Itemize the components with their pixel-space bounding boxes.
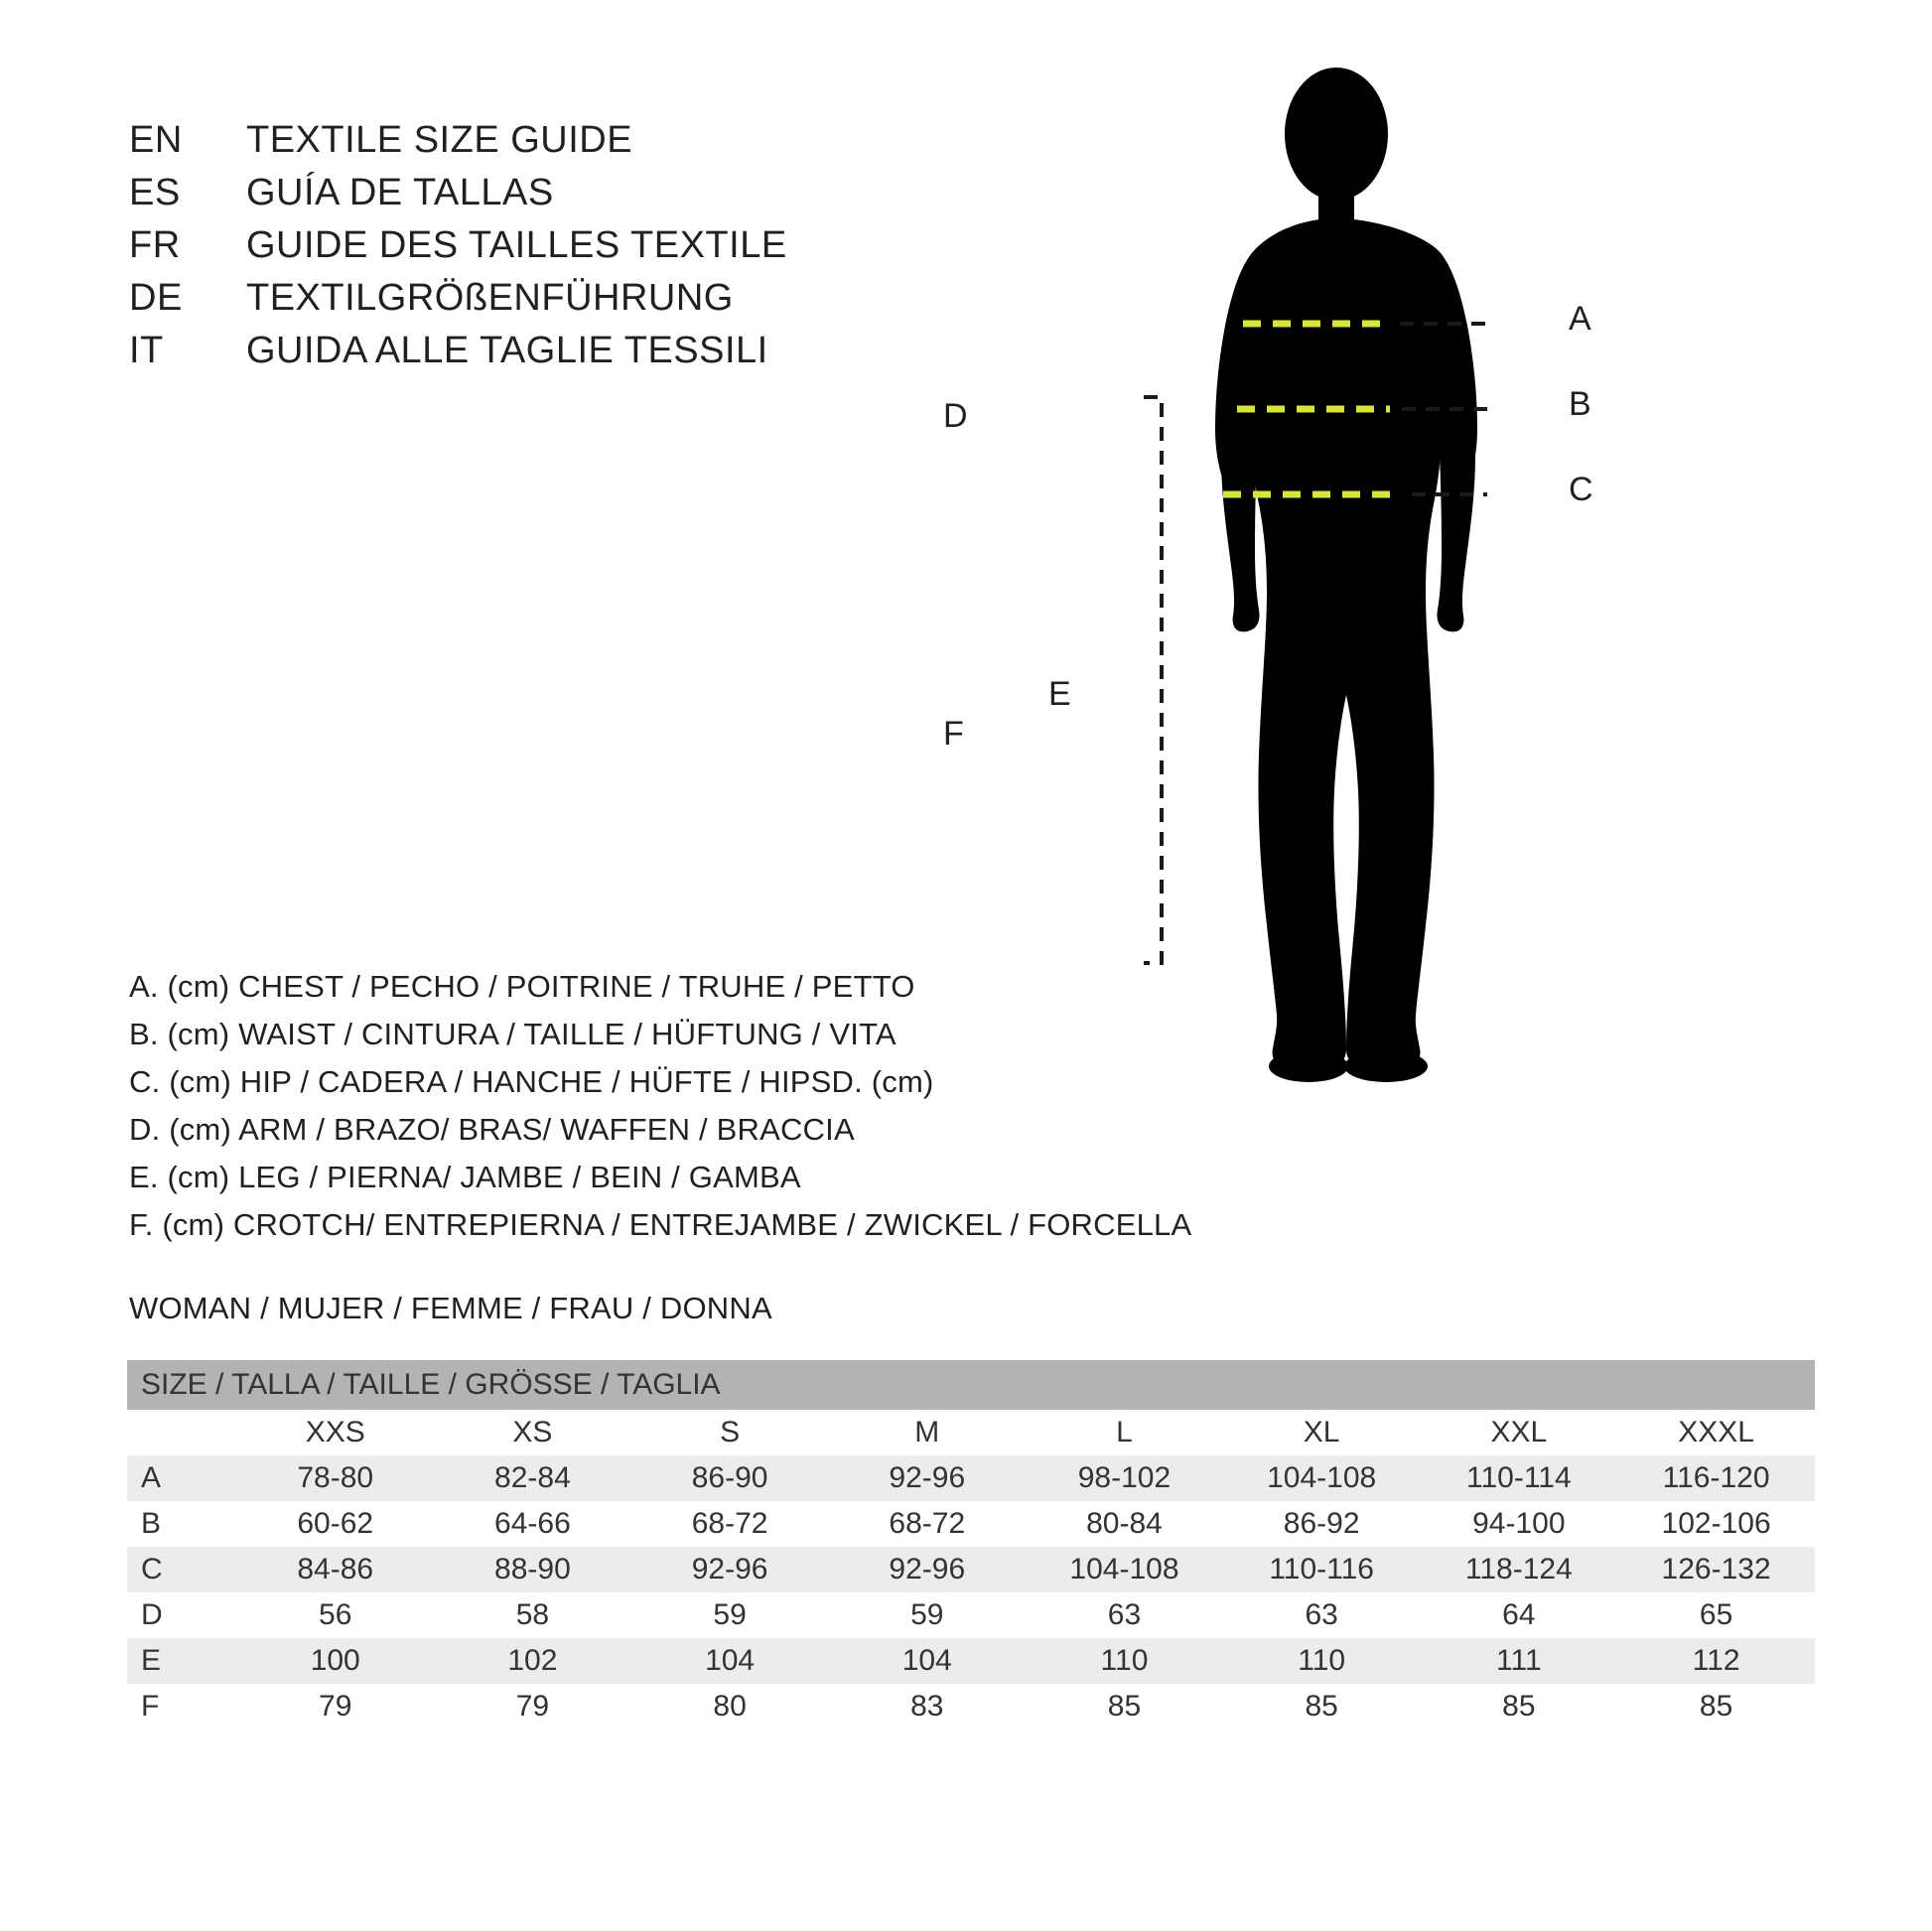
cell-a-xxl: 110-114 <box>1421 1455 1618 1501</box>
cell-b-xl: 86-92 <box>1223 1501 1421 1547</box>
cell-a-l: 98-102 <box>1026 1455 1223 1501</box>
table-row <box>127 1501 1815 1547</box>
cell-f-xxl: 85 <box>1421 1684 1618 1729</box>
cell-d-xxl: 64 <box>1421 1592 1618 1638</box>
cell-f-xxxl: 85 <box>1617 1684 1815 1729</box>
cell-d-xxs: 56 <box>236 1592 434 1638</box>
size-table <box>127 1360 1815 1729</box>
title-lang-de: DE <box>129 277 183 319</box>
cell-e-m: 104 <box>828 1638 1026 1684</box>
table-band-label: SIZE / TALLA / TAILLE / GRÖSSE / TAGLIA <box>127 1360 1815 1410</box>
row-key-f: F <box>127 1684 236 1729</box>
table-row <box>127 1455 1815 1501</box>
marker-label-b: B <box>1569 385 1591 423</box>
cell-f-xxs: 79 <box>236 1684 434 1729</box>
cell-b-xs: 64-66 <box>434 1501 631 1547</box>
cell-b-xxs: 60-62 <box>236 1501 434 1547</box>
cell-a-s: 86-90 <box>631 1455 829 1501</box>
marker-label-c: C <box>1569 471 1593 508</box>
cell-c-s: 92-96 <box>631 1547 829 1592</box>
cell-c-xl: 110-116 <box>1223 1547 1421 1592</box>
cell-b-xxl: 94-100 <box>1421 1501 1618 1547</box>
marker-label-e: E <box>1048 675 1071 713</box>
marker-label-f: F <box>943 715 964 753</box>
cell-d-xl: 63 <box>1223 1592 1421 1638</box>
cell-c-xxl: 118-124 <box>1421 1547 1618 1592</box>
cell-a-xxxl: 116-120 <box>1617 1455 1815 1501</box>
title-row <box>129 172 787 224</box>
size-header-xl: XL <box>1223 1410 1421 1455</box>
legend-item-e: E. (cm) LEG / PIERNA/ JAMBE / BEIN / GAMBA <box>129 1160 801 1194</box>
title-lang-es: ES <box>129 172 181 213</box>
cell-b-s: 68-72 <box>631 1501 829 1547</box>
size-header-s: S <box>631 1410 829 1455</box>
table-size-header-row <box>127 1410 1815 1455</box>
cell-f-s: 80 <box>631 1684 829 1729</box>
cell-c-m: 92-96 <box>828 1547 1026 1592</box>
cell-e-xl: 110 <box>1223 1638 1421 1684</box>
cell-f-l: 85 <box>1026 1684 1223 1729</box>
cell-b-m: 68-72 <box>828 1501 1026 1547</box>
table-row <box>127 1592 1815 1638</box>
legend-item-a: A. (cm) CHEST / PECHO / POITRINE / TRUHE / PETTO <box>129 969 915 1004</box>
size-table-wrapper <box>127 1360 1815 1729</box>
cell-c-xxs: 84-86 <box>236 1547 434 1592</box>
size-header-xxs: XXS <box>236 1410 434 1455</box>
title-row <box>129 277 787 330</box>
title-text-es: GUÍA DE TALLAS <box>246 172 554 213</box>
cell-c-l: 104-108 <box>1026 1547 1223 1592</box>
cell-e-s: 104 <box>631 1638 829 1684</box>
cell-e-xs: 102 <box>434 1638 631 1684</box>
cell-a-xl: 104-108 <box>1223 1455 1421 1501</box>
marker-label-a: A <box>1569 300 1591 338</box>
cell-b-l: 80-84 <box>1026 1501 1223 1547</box>
title-text-it: GUIDA ALLE TAGLIE TESSILI <box>246 330 768 371</box>
cell-f-xl: 85 <box>1223 1684 1421 1729</box>
table-row <box>127 1684 1815 1729</box>
legend-item-f: F. (cm) CROTCH/ ENTREPIERNA / ENTREJAMBE / ZWICKEL / FORCELLA <box>129 1207 1192 1242</box>
cell-c-xxxl: 126-132 <box>1617 1547 1815 1592</box>
cell-e-l: 110 <box>1026 1638 1223 1684</box>
legend-item-d: D. (cm) ARM / BRAZO/ BRAS/ WAFFEN / BRACCIA <box>129 1112 855 1147</box>
cell-e-xxl: 111 <box>1421 1638 1618 1684</box>
legend-item-b: B. (cm) WAIST / CINTURA / TAILLE / HÜFTUNG / VITA <box>129 1017 897 1051</box>
cell-d-xs: 58 <box>434 1592 631 1638</box>
legend-block <box>129 963 1191 1249</box>
size-header-xxxl: XXXL <box>1617 1410 1815 1455</box>
legend-item-c: C. (cm) HIP / CADERA / HANCHE / HÜFTE / HIPSD. (cm) <box>129 1064 934 1099</box>
gender-label: WOMAN / MUJER / FEMME / FRAU / DONNA <box>129 1291 772 1325</box>
female-silhouette-icon <box>1215 68 1477 1082</box>
title-lang-en: EN <box>129 119 183 161</box>
size-header-l: L <box>1026 1410 1223 1455</box>
cell-a-xxs: 78-80 <box>236 1455 434 1501</box>
cell-b-xxxl: 102-106 <box>1617 1501 1815 1547</box>
table-row <box>127 1638 1815 1684</box>
row-key-a: A <box>127 1455 236 1501</box>
cell-d-xxxl: 65 <box>1617 1592 1815 1638</box>
cell-d-m: 59 <box>828 1592 1026 1638</box>
size-header-xs: XS <box>434 1410 631 1455</box>
title-lang-it: IT <box>129 330 164 371</box>
cell-f-m: 83 <box>828 1684 1026 1729</box>
table-band-row <box>127 1360 1815 1410</box>
leg-dimension-bracket <box>1144 397 1162 963</box>
title-text-en: TEXTILE SIZE GUIDE <box>246 119 633 161</box>
table-corner-cell <box>127 1410 236 1455</box>
title-lang-fr: FR <box>129 224 181 266</box>
size-header-xxl: XXL <box>1421 1410 1618 1455</box>
title-row <box>129 224 787 277</box>
title-row <box>129 330 787 382</box>
cell-a-xs: 82-84 <box>434 1455 631 1501</box>
cell-d-s: 59 <box>631 1592 829 1638</box>
cell-c-xs: 88-90 <box>434 1547 631 1592</box>
title-row <box>129 119 787 172</box>
cell-e-xxs: 100 <box>236 1638 434 1684</box>
cell-e-xxxl: 112 <box>1617 1638 1815 1684</box>
row-key-b: B <box>127 1501 236 1547</box>
row-key-d: D <box>127 1592 236 1638</box>
row-key-c: C <box>127 1547 236 1592</box>
table-row <box>127 1547 1815 1592</box>
row-key-e: E <box>127 1638 236 1684</box>
cell-f-xs: 79 <box>434 1684 631 1729</box>
title-block <box>129 119 787 382</box>
marker-label-d: D <box>943 397 968 435</box>
title-text-de: TEXTILGRÖßENFÜHRUNG <box>246 277 734 319</box>
cell-a-m: 92-96 <box>828 1455 1026 1501</box>
cell-d-l: 63 <box>1026 1592 1223 1638</box>
size-header-m: M <box>828 1410 1026 1455</box>
title-text-fr: GUIDE DES TAILLES TEXTILE <box>246 224 787 266</box>
